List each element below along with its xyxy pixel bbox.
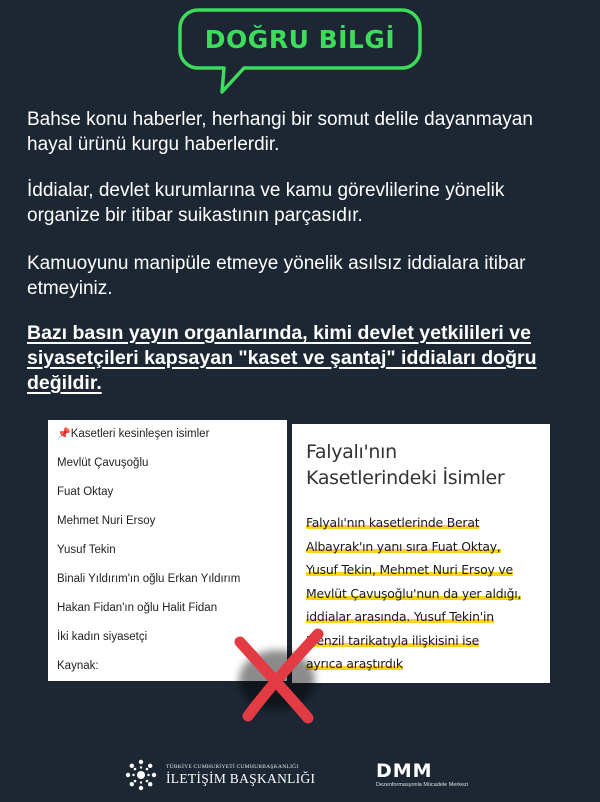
- dmm-logo: [376, 762, 468, 788]
- highlighted-line: ayrıca araştırdık: [306, 656, 403, 671]
- article-title-line: Falyalı'nın: [306, 441, 397, 463]
- paragraph-3: Kamuoyunu manipüle etmeye yönelik asılsız iddialara itibar etmeyiniz.: [27, 253, 526, 299]
- paragraph-bold-claim: Bazı basın yayın organlarında, kimi devlet yetkilileri ve siyasetçileri kapsayan "kaset ve şantaj" iddiaları doğru değildir.: [27, 322, 537, 394]
- list-item: İki kadın siyasetçi: [57, 631, 148, 643]
- list-item: Hakan Fidan'ın oğlu Halit Fidan: [57, 602, 218, 614]
- institution-name: İLETİŞİM BAŞKANLIĞI: [166, 770, 316, 786]
- list-item: Binali Yıldırım'ın oğlu Erkan Yıldırım: [57, 573, 241, 585]
- badge-label: DOĞRU BİLGİ: [204, 24, 396, 54]
- highlighted-line: Falyalı'nın kasetlerinde Berat: [306, 515, 480, 530]
- article-title-line: Kasetlerindeki İsimler: [306, 467, 505, 489]
- iletisim-baskanligi-logo: [122, 756, 315, 794]
- highlighted-line: Mevlüt Çavuşoğlu'nun da yer aldığı,: [306, 585, 522, 601]
- highlighted-line: Menzil tarikatıyla ilişkisini ise: [306, 632, 480, 648]
- ornament-emblem-icon: [122, 756, 160, 794]
- article-body: [306, 511, 536, 676]
- highlighted-line: iddialar arasında. Yusuf Tekin'in: [306, 609, 494, 624]
- list-item: Fuat Oktay: [57, 486, 114, 498]
- red-cross-icon: [222, 620, 332, 728]
- list-item: [57, 427, 287, 456]
- list-item: Yusuf Tekin: [57, 544, 116, 556]
- article-title: [306, 439, 536, 491]
- dogru-bilgi-badge: [178, 8, 422, 96]
- highlighted-line: Albayrak'ın yanı sıra Fuat Oktay,: [306, 538, 501, 554]
- paragraph-1: Bahse konu haberler, herhangi bir somut delile dayanmayan hayal ürünü kurgu haberlerdir.: [27, 109, 533, 155]
- list-item: Kaynak:: [57, 660, 99, 672]
- paragraph-2: İddialar, devlet kurumlarına ve kamu görevlilerine yönelik organize bir itibar suikastının parçasıdır.: [27, 180, 505, 226]
- list-item-label: Kasetleri kesinleşen isimler: [70, 428, 210, 440]
- list-item: Mehmet Nuri Ersoy: [57, 515, 156, 527]
- dmm-subtitle: Dezenformasyonla Mücadele Merkezi: [376, 782, 469, 788]
- list-item: Mevlüt Çavuşoğlu: [57, 457, 149, 469]
- highlighted-line: Yusuf Tekin, Mehmet Nuri Ersoy ve: [306, 562, 513, 577]
- dmm-wordmark: DMM: [376, 760, 433, 782]
- pushpin-icon: 📌: [57, 428, 71, 440]
- institution-subtitle: TÜRKİYE CUMHURİYETİ CUMHURBAŞKANLIĞI: [166, 763, 299, 770]
